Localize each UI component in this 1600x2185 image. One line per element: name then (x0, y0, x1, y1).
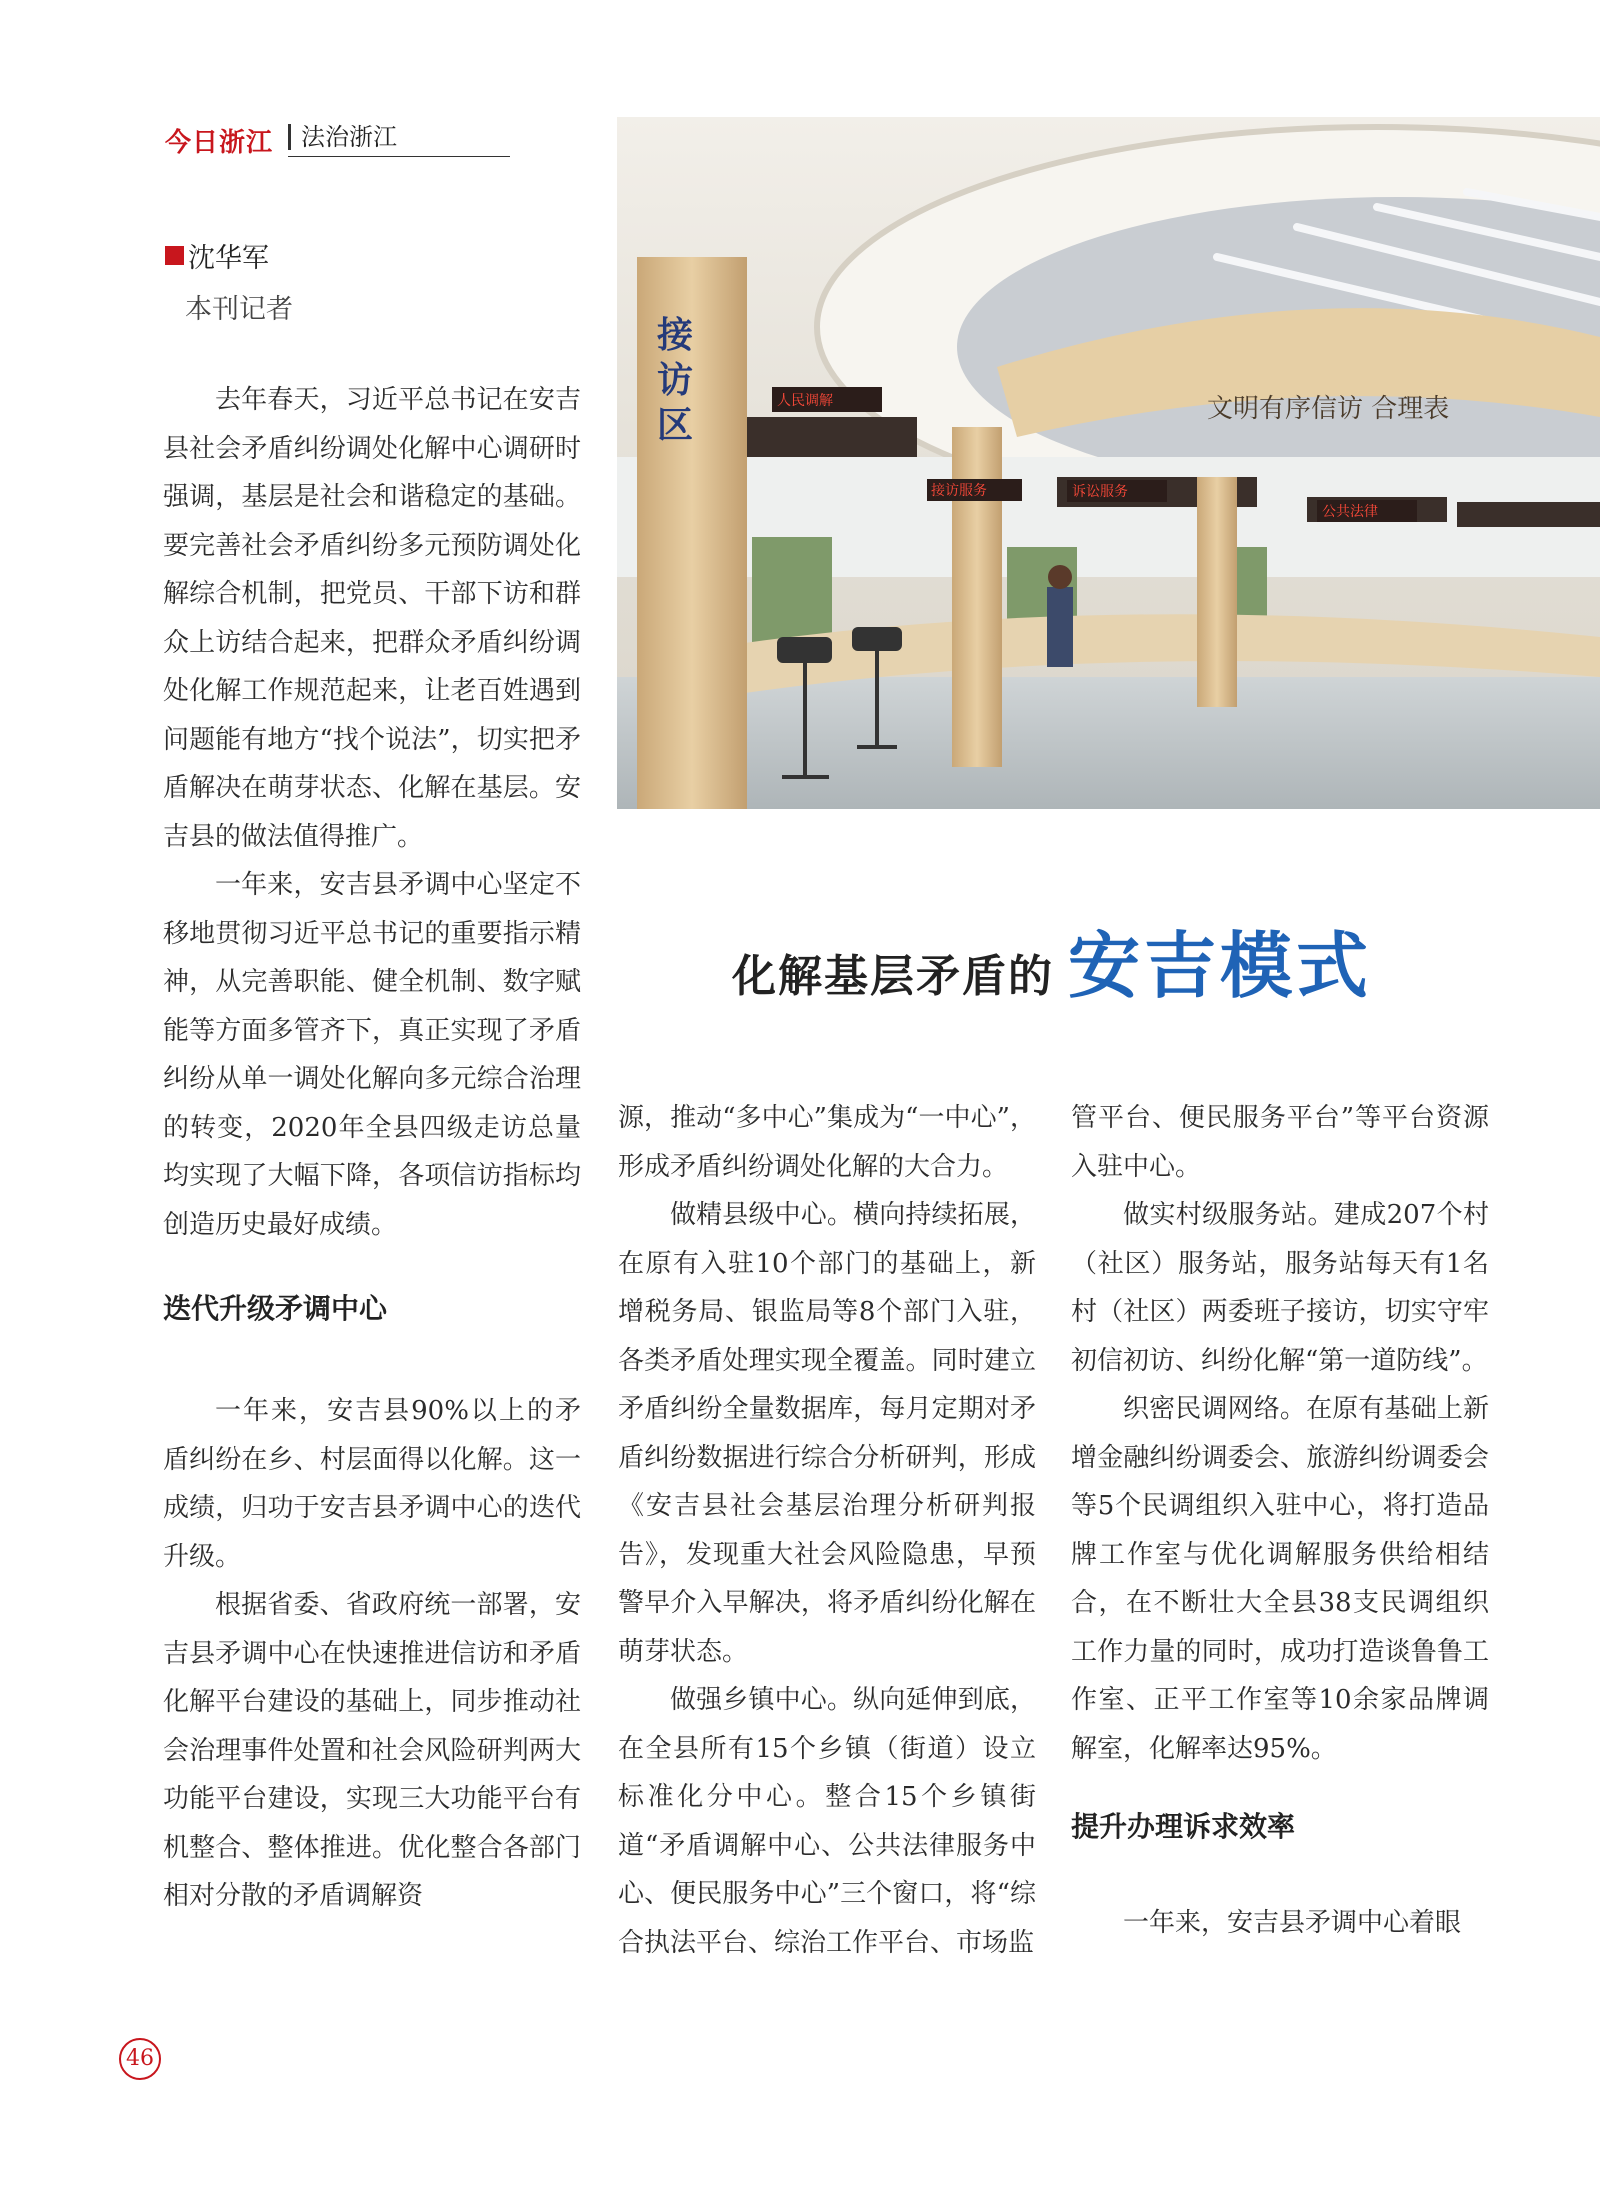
red-square-icon (165, 246, 184, 265)
headline-main: 安吉模式 (1068, 924, 1373, 1008)
hall-photo-illustration (617, 117, 1600, 809)
headline-prefix: 化解基层矛盾的 (732, 951, 1054, 1002)
author-name-text: 沈华军 (188, 243, 269, 274)
paragraph: 织密民调网络。在原有基础上新增金融纠纷调委会、旅游纠纷调委会等5个民调组织入驻中心，将打造品牌工作室与优化调解服务供给相结合，在不断壮大全县38支民调组织工作力量的同时，成功打造谈鲁鲁工作室、正平工作室等10余家品牌调解室，化解率达95%。 (1071, 1394, 1489, 1764)
article-headline (732, 908, 1372, 1012)
author-name (165, 236, 293, 275)
reception-sign-char: 区 (657, 405, 694, 446)
column-3 (1071, 1094, 1489, 1948)
reception-sign-char: 接 (657, 315, 694, 356)
reception-sign-char: 访 (657, 360, 694, 401)
page-header (165, 122, 510, 162)
paragraph: 做强乡镇中心。纵向延伸到底，在全县所有15个乡镇（街道）设立标准化分中心。整合15个乡镇街道“矛盾调解中心、公共法律服务中心、便民服务中心”三个窗口，将“综合执法平台、综治工作平台、市场监 (618, 1685, 1036, 1958)
paragraph: 做精县级中心。横向持续拓展，在原有入驻10个部门的基础上，新增税务局、银监局等8个部门入驻，各类矛盾处理实现全覆盖。同时建立矛盾纠纷全量数据库，每月定期对矛盾纠纷数据进行综合分析研判，形成《安吉县社会基层治理分析研判报告》，发现重大社会风险隐患，早预警早介入早解决，将矛盾纠纷化解在萌芽状态。 (618, 1200, 1036, 1667)
author-block (165, 236, 293, 326)
magazine-logo: 今日浙江 (165, 128, 274, 158)
paragraph: 一年来，安吉县矛调中心坚定不移地贯彻习近平总书记的重要指示精神，从完善职能、健全机制、数字赋能等方面多管齐下，真正实现了矛盾纠纷从单一调处化解向多元综合治理的转变，2020年全县四级走访总量均实现了大幅下降，各项信访指标均创造历史最好成绩。 (163, 870, 581, 1240)
hall-banner: 文明有序信访 合理表 (1207, 394, 1450, 424)
counter-screen: 接访服务 (931, 483, 987, 499)
paragraph: 源，推动“多中心”集成为“一中心”，形成矛盾纠纷调处化解的大合力。 (618, 1103, 1036, 1182)
section-subhead: 提升办理诉求效率 (1071, 1810, 1296, 1843)
column-1 (163, 376, 581, 1921)
counter-screen: 公共法律 (1322, 504, 1378, 520)
section-label: 法治浙江 (288, 124, 397, 150)
section-subhead: 迭代升级矛调中心 (163, 1292, 388, 1325)
author-title: 本刊记者 (185, 294, 293, 325)
counter-screen: 诉讼服务 (1072, 484, 1128, 500)
counter-screen: 人民调解 (777, 393, 833, 409)
paragraph: 去年春天，习近平总书记在安吉县社会矛盾纠纷调处化解中心调研时强调，基层是社会和谐稳定的基础。要完善社会矛盾纠纷多元预防调处化解综合机制，把党员、干部下访和群众上访结合起来，把群众矛盾纠纷调处化解工作规范起来，让老百姓遇到问题能有地方“找个说法”，切实把矛盾解决在萌芽状态、化解在基层。安吉县的做法值得推广。 (163, 385, 581, 852)
page-number: 46 (119, 2038, 161, 2080)
hall-photo (617, 117, 1600, 809)
paragraph: 根据省委、省政府统一部署，安吉县矛调中心在快速推进信访和矛盾化解平台建设的基础上，同步推动社会治理事件处置和社会风险研判两大功能平台建设，实现三大功能平台有机整合、整体推进。优化整合各部门相对分散的矛盾调解资 (163, 1590, 581, 1911)
paragraph: 一年来，安吉县矛调中心着眼 (1123, 1908, 1462, 1938)
column-2 (618, 1094, 1036, 1967)
paragraph: 一年来，安吉县90%以上的矛盾纠纷在乡、村层面得以化解。这一成绩，归功于安吉县矛调中心的迭代升级。 (163, 1396, 581, 1572)
paragraph: 管平台、便民服务平台”等平台资源入驻中心。 (1071, 1103, 1489, 1182)
header-rule (288, 156, 510, 157)
paragraph: 做实村级服务站。建成207个村（社区）服务站，服务站每天有1名村（社区）两委班子接访，切实守牢初信初访、纠纷化解“第一道防线”。 (1071, 1200, 1489, 1376)
